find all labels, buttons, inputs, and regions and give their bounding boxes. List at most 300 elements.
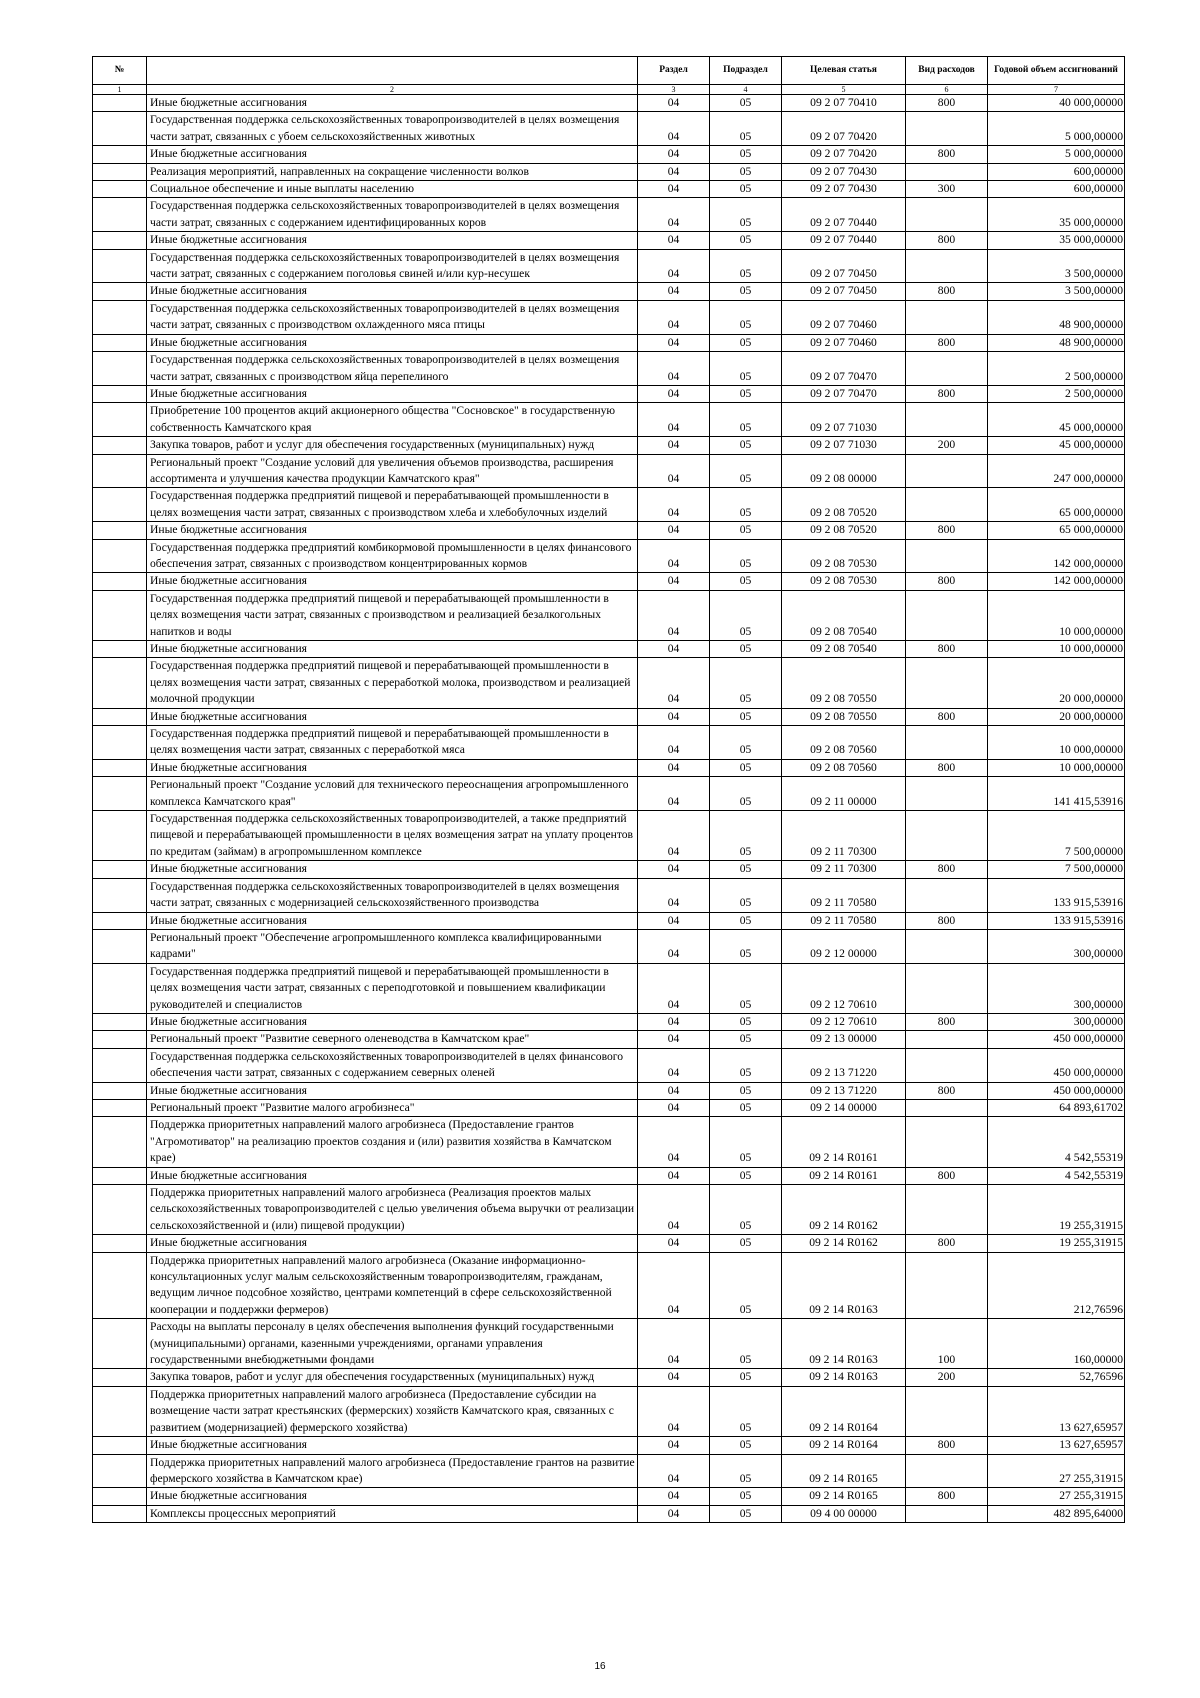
podrazdel-code: 05 [710, 488, 782, 522]
row-number-cell [93, 1013, 147, 1030]
vid-rashodov-code: 800 [906, 1235, 988, 1252]
razdel-code: 04 [638, 1048, 710, 1082]
celevaya-statya-code: 09 2 07 70440 [782, 198, 906, 232]
expense-name: Поддержка приоритетных направлений малого агробизнеса (Реализация проектов малых сельскохозяйственных товаропроизводителей с целью увеличения объема выручки от реализации сельскохозяйственной и (или) пищевой продукции) [147, 1185, 638, 1235]
vid-rashodov-code [906, 163, 988, 180]
razdel-code: 04 [638, 522, 710, 539]
vid-rashodov-code [906, 198, 988, 232]
vid-rashodov-code [906, 1185, 988, 1235]
expense-name: Государственная поддержка сельскохозяйственных товаропроизводителей в целях возмещения части затрат, связанных с убоем сельскохозяйственных животных [147, 112, 638, 146]
vid-rashodov-code [906, 1386, 988, 1436]
podrazdel-code: 05 [710, 777, 782, 811]
podrazdel-code: 05 [710, 1386, 782, 1436]
razdel-code: 04 [638, 641, 710, 658]
table-row [93, 726, 1125, 760]
expense-name: Государственная поддержка сельскохозяйственных товаропроизводителей в целях возмещения части затрат, связанных с производством яйца перепелиного [147, 352, 638, 386]
expense-name: Комплексы процессных мероприятий [147, 1505, 638, 1522]
row-number-cell [93, 1117, 147, 1167]
header-podrazdel: Подраздел [710, 57, 782, 85]
vid-rashodov-code: 800 [906, 708, 988, 725]
row-number-cell [93, 334, 147, 351]
annual-amount: 141 415,53916 [988, 777, 1125, 811]
table-row [93, 1488, 1125, 1505]
table-row [93, 929, 1125, 963]
budget-table [92, 56, 1125, 1523]
vid-rashodov-code [906, 590, 988, 640]
expense-name: Иные бюджетные ассигнования [147, 641, 638, 658]
celevaya-statya-code: 09 2 11 70580 [782, 878, 906, 912]
table-row [93, 249, 1125, 283]
annual-amount: 247 000,00000 [988, 454, 1125, 488]
row-number-cell [93, 232, 147, 249]
razdel-code: 04 [638, 232, 710, 249]
vid-rashodov-code [906, 777, 988, 811]
row-number-cell [93, 1031, 147, 1048]
podrazdel-code: 05 [710, 403, 782, 437]
table-row [93, 146, 1125, 163]
celevaya-statya-code: 09 2 07 70470 [782, 385, 906, 402]
row-number-cell [93, 198, 147, 232]
podrazdel-code: 05 [710, 1048, 782, 1082]
celevaya-statya-code: 09 2 08 70550 [782, 708, 906, 725]
razdel-code: 04 [638, 759, 710, 776]
table-row [93, 300, 1125, 334]
celevaya-statya-code: 09 2 08 00000 [782, 454, 906, 488]
razdel-code: 04 [638, 454, 710, 488]
annual-amount: 133 915,53916 [988, 878, 1125, 912]
row-number-cell [93, 352, 147, 386]
celevaya-statya-code: 09 2 08 70550 [782, 658, 906, 708]
row-number-cell [93, 658, 147, 708]
podrazdel-code: 05 [710, 759, 782, 776]
razdel-code: 04 [638, 112, 710, 146]
annual-amount: 212,76596 [988, 1252, 1125, 1319]
vid-rashodov-code: 300 [906, 181, 988, 198]
podrazdel-code: 05 [710, 1252, 782, 1319]
row-number-cell [93, 1082, 147, 1099]
expense-name: Государственная поддержка предприятий пищевой и перерабатывающей промышленности в целях возмещения части затрат, связанных с производством и реализацией безалкогольных напитков и воды [147, 590, 638, 640]
table-header-row [93, 57, 1125, 85]
expense-name: Поддержка приоритетных направлений малого агробизнеса (Оказание информационно-консультационных услуг малым сельскохозяйственным товаропроизводителям, гражданам, ведущим личное подсобное хозяйство, центрами компетенций в сфере сельскохозяйственной кооперации и поддержки фермеров) [147, 1252, 638, 1319]
table-row [93, 522, 1125, 539]
razdel-code: 04 [638, 861, 710, 878]
razdel-code: 04 [638, 539, 710, 573]
annual-amount: 10 000,00000 [988, 641, 1125, 658]
vid-rashodov-code: 800 [906, 573, 988, 590]
celevaya-statya-code: 09 2 07 70430 [782, 181, 906, 198]
razdel-code: 04 [638, 352, 710, 386]
row-number-cell [93, 454, 147, 488]
celevaya-statya-code: 09 2 14 R0162 [782, 1235, 906, 1252]
razdel-code: 04 [638, 726, 710, 760]
column-number: 1 [93, 85, 147, 95]
annual-amount: 64 893,61702 [988, 1099, 1125, 1116]
table-row [93, 181, 1125, 198]
row-number-cell [93, 777, 147, 811]
row-number-cell [93, 590, 147, 640]
table-row [93, 283, 1125, 300]
razdel-code: 04 [638, 1369, 710, 1386]
expense-name: Поддержка приоритетных направлений малого агробизнеса (Предоставление грантов на развитие фермерского хозяйства в Камчатском крае) [147, 1454, 638, 1488]
annual-amount: 27 255,31915 [988, 1488, 1125, 1505]
expense-name: Поддержка приоритетных направлений малого агробизнеса (Предоставление грантов "Агромотиватор" на реализацию проектов создания и (или) развития хозяйства в Камчатском крае) [147, 1117, 638, 1167]
podrazdel-code: 05 [710, 1505, 782, 1522]
podrazdel-code: 05 [710, 861, 782, 878]
celevaya-statya-code: 09 2 14 R0164 [782, 1386, 906, 1436]
expense-name: Реализация мероприятий, направленных на сокращение численности волков [147, 163, 638, 180]
celevaya-statya-code: 09 2 08 70540 [782, 590, 906, 640]
celevaya-statya-code: 09 2 07 70420 [782, 112, 906, 146]
table-row [93, 198, 1125, 232]
razdel-code: 04 [638, 1319, 710, 1369]
celevaya-statya-code: 09 2 07 70410 [782, 95, 906, 112]
row-number-cell [93, 249, 147, 283]
vid-rashodov-code [906, 1252, 988, 1319]
annual-amount: 65 000,00000 [988, 522, 1125, 539]
vid-rashodov-code: 800 [906, 283, 988, 300]
celevaya-statya-code: 09 2 07 70460 [782, 334, 906, 351]
podrazdel-code: 05 [710, 708, 782, 725]
annual-amount: 5 000,00000 [988, 146, 1125, 163]
celevaya-statya-code: 09 2 11 00000 [782, 777, 906, 811]
razdel-code: 04 [638, 1454, 710, 1488]
row-number-cell [93, 146, 147, 163]
razdel-code: 04 [638, 1386, 710, 1436]
podrazdel-code: 05 [710, 658, 782, 708]
annual-amount: 3 500,00000 [988, 249, 1125, 283]
row-number-cell [93, 759, 147, 776]
vid-rashodov-code [906, 488, 988, 522]
vid-rashodov-code: 800 [906, 334, 988, 351]
podrazdel-code: 05 [710, 963, 782, 1013]
annual-amount: 19 255,31915 [988, 1235, 1125, 1252]
podrazdel-code: 05 [710, 1488, 782, 1505]
vid-rashodov-code [906, 352, 988, 386]
podrazdel-code: 05 [710, 249, 782, 283]
row-number-cell [93, 437, 147, 454]
row-number-cell [93, 1235, 147, 1252]
razdel-code: 04 [638, 777, 710, 811]
vid-rashodov-code [906, 112, 988, 146]
table-row [93, 95, 1125, 112]
vid-rashodov-code: 100 [906, 1319, 988, 1369]
razdel-code: 04 [638, 1167, 710, 1184]
expense-name: Государственная поддержка сельскохозяйственных товаропроизводителей в целях возмещения части затрат, связанных с содержанием поголовья свиней и/или кур-несушек [147, 249, 638, 283]
razdel-code: 04 [638, 811, 710, 861]
column-number: 4 [710, 85, 782, 95]
vid-rashodov-code: 800 [906, 1437, 988, 1454]
table-row [93, 861, 1125, 878]
vid-rashodov-code: 200 [906, 437, 988, 454]
row-number-cell [93, 1167, 147, 1184]
podrazdel-code: 05 [710, 1235, 782, 1252]
podrazdel-code: 05 [710, 1437, 782, 1454]
row-number-cell [93, 1488, 147, 1505]
podrazdel-code: 05 [710, 385, 782, 402]
expense-name: Иные бюджетные ассигнования [147, 95, 638, 112]
razdel-code: 04 [638, 1235, 710, 1252]
vid-rashodov-code: 200 [906, 1369, 988, 1386]
table-row [93, 385, 1125, 402]
row-number-cell [93, 112, 147, 146]
row-number-cell [93, 1437, 147, 1454]
vid-rashodov-code [906, 1031, 988, 1048]
annual-amount: 600,00000 [988, 163, 1125, 180]
table-row [93, 1031, 1125, 1048]
row-number-cell [93, 573, 147, 590]
header-godovoy-obem: Годовой объем ассигнований [988, 57, 1125, 85]
podrazdel-code: 05 [710, 95, 782, 112]
row-number-cell [93, 1319, 147, 1369]
row-number-cell [93, 1185, 147, 1235]
razdel-code: 04 [638, 1099, 710, 1116]
podrazdel-code: 05 [710, 522, 782, 539]
podrazdel-code: 05 [710, 1185, 782, 1235]
razdel-code: 04 [638, 590, 710, 640]
podrazdel-code: 05 [710, 283, 782, 300]
table-row [93, 1099, 1125, 1116]
expense-name: Иные бюджетные ассигнования [147, 146, 638, 163]
vid-rashodov-code [906, 811, 988, 861]
table-row [93, 1185, 1125, 1235]
row-number-cell [93, 488, 147, 522]
expense-name: Социальное обеспечение и иные выплаты населению [147, 181, 638, 198]
vid-rashodov-code [906, 454, 988, 488]
annual-amount: 133 915,53916 [988, 912, 1125, 929]
annual-amount: 7 500,00000 [988, 811, 1125, 861]
vid-rashodov-code [906, 403, 988, 437]
expense-name: Иные бюджетные ассигнования [147, 708, 638, 725]
razdel-code: 04 [638, 708, 710, 725]
annual-amount: 35 000,00000 [988, 198, 1125, 232]
table-row [93, 1386, 1125, 1436]
row-number-cell [93, 1505, 147, 1522]
expense-name: Иные бюджетные ассигнования [147, 1167, 638, 1184]
celevaya-statya-code: 09 2 14 00000 [782, 1099, 906, 1116]
header-num: № [93, 57, 147, 85]
row-number-cell [93, 539, 147, 573]
row-number-cell [93, 95, 147, 112]
row-number-cell [93, 283, 147, 300]
podrazdel-code: 05 [710, 1031, 782, 1048]
razdel-code: 04 [638, 437, 710, 454]
table-row [93, 777, 1125, 811]
table-row [93, 1117, 1125, 1167]
razdel-code: 04 [638, 488, 710, 522]
expense-name: Иные бюджетные ассигнования [147, 1082, 638, 1099]
celevaya-statya-code: 09 2 11 70300 [782, 861, 906, 878]
vid-rashodov-code: 800 [906, 1013, 988, 1030]
celevaya-statya-code: 09 2 07 70420 [782, 146, 906, 163]
table-row [93, 963, 1125, 1013]
podrazdel-code: 05 [710, 1167, 782, 1184]
razdel-code: 04 [638, 658, 710, 708]
podrazdel-code: 05 [710, 573, 782, 590]
expense-name: Иные бюджетные ассигнования [147, 573, 638, 590]
razdel-code: 04 [638, 146, 710, 163]
annual-amount: 7 500,00000 [988, 861, 1125, 878]
celevaya-statya-code: 09 2 07 71030 [782, 403, 906, 437]
table-row [93, 163, 1125, 180]
vid-rashodov-code [906, 539, 988, 573]
razdel-code: 04 [638, 1185, 710, 1235]
celevaya-statya-code: 09 2 07 70460 [782, 300, 906, 334]
razdel-code: 04 [638, 403, 710, 437]
row-number-cell [93, 403, 147, 437]
row-number-cell [93, 1454, 147, 1488]
annual-amount: 10 000,00000 [988, 726, 1125, 760]
annual-amount: 600,00000 [988, 181, 1125, 198]
razdel-code: 04 [638, 963, 710, 1013]
podrazdel-code: 05 [710, 352, 782, 386]
table-row [93, 232, 1125, 249]
celevaya-statya-code: 09 2 08 70530 [782, 573, 906, 590]
column-number: 6 [906, 85, 988, 95]
celevaya-statya-code: 09 2 14 R0165 [782, 1454, 906, 1488]
podrazdel-code: 05 [710, 929, 782, 963]
podrazdel-code: 05 [710, 912, 782, 929]
table-row [93, 658, 1125, 708]
annual-amount: 45 000,00000 [988, 437, 1125, 454]
celevaya-statya-code: 09 2 14 R0164 [782, 1437, 906, 1454]
table-row [93, 1369, 1125, 1386]
vid-rashodov-code: 800 [906, 1167, 988, 1184]
row-number-cell [93, 522, 147, 539]
annual-amount: 4 542,55319 [988, 1167, 1125, 1184]
annual-amount: 4 542,55319 [988, 1117, 1125, 1167]
celevaya-statya-code: 09 2 08 70560 [782, 726, 906, 760]
razdel-code: 04 [638, 878, 710, 912]
razdel-code: 04 [638, 573, 710, 590]
razdel-code: 04 [638, 198, 710, 232]
table-row [93, 488, 1125, 522]
expense-name: Региональный проект "Обеспечение агропромышленного комплекса квалифицированными кадрами" [147, 929, 638, 963]
celevaya-statya-code: 09 2 12 70610 [782, 963, 906, 1013]
table-row [93, 1235, 1125, 1252]
celevaya-statya-code: 09 2 14 R0163 [782, 1319, 906, 1369]
budget-table-sheet [92, 56, 1124, 1523]
podrazdel-code: 05 [710, 1117, 782, 1167]
expense-name: Иные бюджетные ассигнования [147, 1235, 638, 1252]
podrazdel-code: 05 [710, 454, 782, 488]
expense-name: Закупка товаров, работ и услуг для обеспечения государственных (муниципальных) нужд [147, 1369, 638, 1386]
row-number-cell [93, 963, 147, 1013]
podrazdel-code: 05 [710, 811, 782, 861]
vid-rashodov-code [906, 963, 988, 1013]
table-row [93, 352, 1125, 386]
vid-rashodov-code: 800 [906, 522, 988, 539]
expense-name: Иные бюджетные ассигнования [147, 861, 638, 878]
row-number-cell [93, 912, 147, 929]
podrazdel-code: 05 [710, 641, 782, 658]
expense-name: Региональный проект "Развитие малого агробизнеса" [147, 1099, 638, 1116]
podrazdel-code: 05 [710, 726, 782, 760]
row-number-cell [93, 878, 147, 912]
table-row [93, 1167, 1125, 1184]
vid-rashodov-code: 800 [906, 861, 988, 878]
table-row [93, 590, 1125, 640]
table-row [93, 1013, 1125, 1030]
celevaya-statya-code: 09 4 00 00000 [782, 1505, 906, 1522]
podrazdel-code: 05 [710, 112, 782, 146]
podrazdel-code: 05 [710, 1013, 782, 1030]
row-number-cell [93, 1048, 147, 1082]
table-row [93, 437, 1125, 454]
razdel-code: 04 [638, 385, 710, 402]
celevaya-statya-code: 09 2 08 70520 [782, 522, 906, 539]
celevaya-statya-code: 09 2 13 71220 [782, 1048, 906, 1082]
celevaya-statya-code: 09 2 07 70440 [782, 232, 906, 249]
expense-name: Государственная поддержка предприятий комбикормовой промышленности в целях финансового обеспечения затрат, связанных с производством концентрированных кормов [147, 539, 638, 573]
vid-rashodov-code: 800 [906, 385, 988, 402]
annual-amount: 65 000,00000 [988, 488, 1125, 522]
vid-rashodov-code [906, 726, 988, 760]
razdel-code: 04 [638, 1082, 710, 1099]
razdel-code: 04 [638, 912, 710, 929]
expense-name: Иные бюджетные ассигнования [147, 385, 638, 402]
expense-name: Государственная поддержка сельскохозяйственных товаропроизводителей в целях возмещения части затрат, связанных с содержанием идентифицированных коров [147, 198, 638, 232]
vid-rashodov-code [906, 249, 988, 283]
vid-rashodov-code: 800 [906, 232, 988, 249]
vid-rashodov-code: 800 [906, 912, 988, 929]
row-number-cell [93, 1099, 147, 1116]
annual-amount: 2 500,00000 [988, 385, 1125, 402]
celevaya-statya-code: 09 2 12 00000 [782, 929, 906, 963]
expense-name: Государственная поддержка предприятий пищевой и перерабатывающей промышленности в целях возмещения части затрат, связанных с переподготовкой и повышением квалификации руководителей и специалистов [147, 963, 638, 1013]
annual-amount: 45 000,00000 [988, 403, 1125, 437]
expense-name: Региональный проект "Создание условий для увеличения объемов производства, расширения ассортимента и улучшения качества продукции Камчатского края" [147, 454, 638, 488]
annual-amount: 10 000,00000 [988, 759, 1125, 776]
table-row [93, 912, 1125, 929]
razdel-code: 04 [638, 283, 710, 300]
celevaya-statya-code: 09 2 07 70450 [782, 283, 906, 300]
row-number-cell [93, 641, 147, 658]
razdel-code: 04 [638, 334, 710, 351]
annual-amount: 27 255,31915 [988, 1454, 1125, 1488]
razdel-code: 04 [638, 1488, 710, 1505]
expense-name: Государственная поддержка предприятий пищевой и перерабатывающей промышленности в целях возмещения части затрат, связанных с переработкой молока, производством и реализацией молочной продукции [147, 658, 638, 708]
table-row [93, 1082, 1125, 1099]
row-number-cell [93, 811, 147, 861]
celevaya-statya-code: 09 2 12 70610 [782, 1013, 906, 1030]
expense-name: Закупка товаров, работ и услуг для обеспечения государственных (муниципальных) нужд [147, 437, 638, 454]
row-number-cell [93, 726, 147, 760]
vid-rashodov-code [906, 1454, 988, 1488]
annual-amount: 142 000,00000 [988, 539, 1125, 573]
annual-amount: 19 255,31915 [988, 1185, 1125, 1235]
celevaya-statya-code: 09 2 14 R0163 [782, 1252, 906, 1319]
annual-amount: 160,00000 [988, 1319, 1125, 1369]
razdel-code: 04 [638, 300, 710, 334]
header-name [147, 57, 638, 85]
annual-amount: 13 627,65957 [988, 1437, 1125, 1454]
vid-rashodov-code [906, 1099, 988, 1116]
table-row [93, 811, 1125, 861]
annual-amount: 450 000,00000 [988, 1082, 1125, 1099]
celevaya-statya-code: 09 2 14 R0162 [782, 1185, 906, 1235]
podrazdel-code: 05 [710, 181, 782, 198]
row-number-cell [93, 1252, 147, 1319]
annual-amount: 300,00000 [988, 1013, 1125, 1030]
celevaya-statya-code: 09 2 14 R0165 [782, 1488, 906, 1505]
celevaya-statya-code: 09 2 08 70560 [782, 759, 906, 776]
expense-name: Иные бюджетные ассигнования [147, 1437, 638, 1454]
podrazdel-code: 05 [710, 878, 782, 912]
annual-amount: 10 000,00000 [988, 590, 1125, 640]
table-row [93, 573, 1125, 590]
row-number-cell [93, 708, 147, 725]
expense-name: Иные бюджетные ассигнования [147, 232, 638, 249]
